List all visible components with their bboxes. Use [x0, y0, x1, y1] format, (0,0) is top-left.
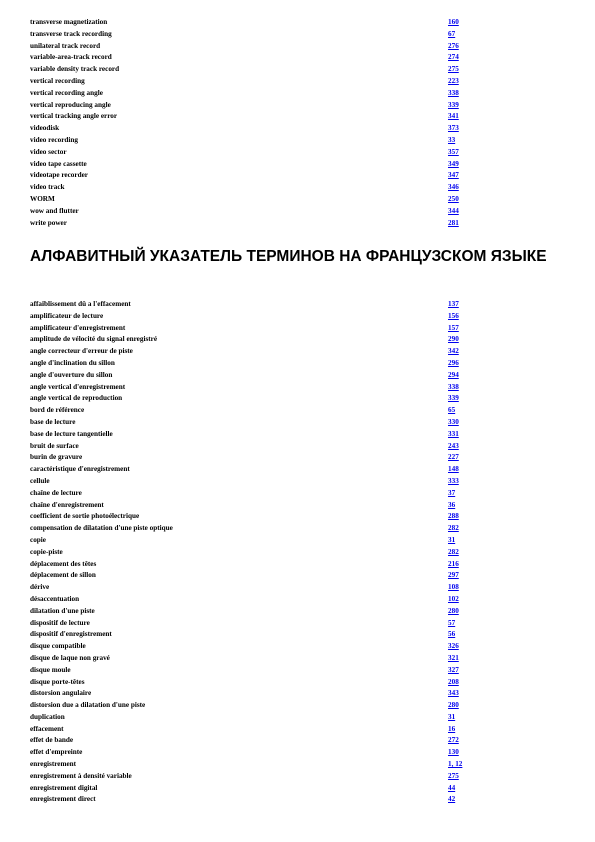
page-number-link[interactable]: 331 [448, 429, 459, 438]
index-term: disque moule [30, 665, 71, 674]
index-entry [30, 17, 570, 29]
index-entry [30, 218, 570, 230]
page-number-link[interactable]: 156 [448, 311, 459, 320]
page-number-link[interactable]: 102 [448, 594, 459, 603]
page-number-link[interactable]: 250 [448, 194, 459, 203]
page-number-link[interactable]: 157 [448, 323, 459, 332]
index-entry [30, 111, 570, 123]
index-term: vertical reproducing angle [30, 100, 111, 109]
index-entry [30, 334, 570, 346]
index-entry [30, 488, 570, 500]
page-number-link[interactable]: 338 [448, 382, 459, 391]
page-number-link[interactable]: 137 [448, 300, 459, 308]
index-entry [30, 417, 570, 429]
index-entry [30, 523, 570, 535]
index-term: distorsion angulaire [30, 689, 92, 698]
index-term: copie-piste [30, 547, 63, 556]
index-entry [30, 511, 570, 523]
page-number-link[interactable]: 208 [448, 677, 459, 686]
index-entry [30, 52, 570, 64]
page-number-link[interactable]: 288 [448, 512, 459, 521]
page-number-link[interactable]: 44 [448, 783, 456, 792]
page-number-link[interactable]: 338 [448, 88, 459, 97]
index-entry [30, 100, 570, 112]
index-entry [30, 311, 570, 323]
page-number-link[interactable]: 342 [448, 347, 459, 356]
index-term: effet de bande [30, 736, 74, 745]
page-number-link[interactable]: 282 [448, 524, 459, 533]
index-term: WORM [30, 194, 55, 203]
index-entry [30, 452, 570, 464]
index-term: vertical recording [30, 76, 85, 85]
index-entry [30, 135, 570, 147]
index-entry [30, 594, 570, 606]
index-term: copie [30, 535, 46, 544]
page-number-link[interactable]: 339 [448, 394, 459, 403]
page-number-link[interactable]: 330 [448, 417, 459, 426]
index-entry [30, 570, 570, 582]
page-number-link[interactable]: 347 [448, 171, 459, 180]
index-entry [30, 700, 570, 712]
page-number-link[interactable]: 341 [448, 112, 459, 121]
index-term: caractéristique d'enregistrement [30, 465, 130, 474]
index-entry [30, 476, 570, 488]
index-entry [30, 724, 570, 736]
page-number-link[interactable]: 227 [448, 453, 459, 462]
index-term: transverse magnetization [30, 18, 108, 26]
index-term: affaiblissement dû a l'effacement [30, 300, 131, 308]
index-entry [30, 194, 570, 206]
index-entry [30, 794, 570, 806]
index-entry [30, 182, 570, 194]
index-entry [30, 64, 570, 76]
section-heading: АЛФАВИТНЫЙ УКАЗАТЕЛЬ ТЕРМИНОВ НА ФРАНЦУЗСКОМ ЯЗЫКЕ [30, 248, 547, 265]
index-term: désaccentuation [30, 594, 80, 603]
page-number-link[interactable]: 294 [448, 370, 459, 379]
index-entry [30, 441, 570, 453]
english-term-index [30, 17, 570, 229]
page-number-link[interactable]: 16 [448, 724, 456, 733]
index-term: bord de référence [30, 406, 85, 415]
index-term: video tape cassette [30, 159, 87, 168]
page-number-link[interactable]: 276 [448, 41, 459, 50]
index-entry [30, 606, 570, 618]
index-entry [30, 783, 570, 795]
page-number-link[interactable]: 243 [448, 441, 459, 450]
index-entry [30, 547, 570, 559]
page-number-link[interactable]: 321 [448, 653, 459, 662]
index-entry [30, 735, 570, 747]
index-term: effacement [30, 724, 64, 733]
index-entry [30, 358, 570, 370]
index-entry [30, 618, 570, 630]
index-term: variable density track record [30, 65, 120, 74]
index-term: disque porte-têtes [30, 677, 85, 686]
index-entry [30, 712, 570, 724]
index-term: chaîne d'enregistrement [30, 500, 104, 509]
index-entry [30, 346, 570, 358]
page-number-link[interactable]: 290 [448, 335, 459, 344]
page-number-link[interactable]: 349 [448, 159, 459, 168]
index-term: wow and flutter [30, 206, 79, 215]
index-term: effet d'empreinte [30, 748, 83, 757]
index-term: video sector [30, 147, 67, 156]
page-number-link[interactable]: 327 [448, 665, 459, 674]
index-entry [30, 323, 570, 335]
index-term: angle vertical de reproduction [30, 394, 123, 403]
index-term: enregistrement à densité variable [30, 771, 132, 780]
index-term: amplitude de vélocité du signal enregistré [30, 335, 158, 344]
page-number-link[interactable]: 344 [448, 206, 459, 215]
index-entry [30, 665, 570, 677]
page-number-link[interactable]: 274 [448, 53, 459, 62]
index-entry [30, 464, 570, 476]
page-number-link[interactable]: 333 [448, 476, 459, 485]
index-term: enregistrement [30, 760, 77, 769]
index-entry [30, 641, 570, 653]
index-term: chaîne de lecture [30, 488, 82, 497]
page-number-link[interactable]: 31 [448, 535, 456, 544]
index-term: videodisk [30, 124, 60, 133]
page-number-link[interactable]: 216 [448, 559, 459, 568]
index-entry [30, 29, 570, 41]
index-term: angle d'ouverture du sillon [30, 370, 113, 379]
page-number-link[interactable]: 280 [448, 606, 459, 615]
index-entry [30, 382, 570, 394]
index-entry [30, 159, 570, 171]
page-number-link[interactable]: 42 [448, 795, 456, 804]
page-number-link[interactable]: 223 [448, 76, 459, 85]
index-term: amplificateur d'enregistrement [30, 323, 126, 332]
index-entry [30, 629, 570, 641]
index-entry [30, 206, 570, 218]
index-entry [30, 582, 570, 594]
page-number-link[interactable]: 343 [448, 689, 459, 698]
page-number-link[interactable]: 33 [448, 135, 456, 144]
index-term: cellule [30, 476, 50, 485]
index-entry [30, 688, 570, 700]
page-number-link[interactable]: 282 [448, 547, 459, 556]
index-term: angle correcteur d'erreur de piste [30, 347, 133, 356]
page-number-link[interactable]: 67 [448, 29, 456, 38]
page-number-link[interactable]: 31 [448, 712, 456, 721]
index-term: variable-area-track record [30, 53, 112, 62]
page-number-link[interactable]: 148 [448, 465, 459, 474]
index-entry [30, 653, 570, 665]
index-term: enregistrement digital [30, 783, 98, 792]
index-term: distorsion due a dilatation d'une piste [30, 701, 146, 710]
index-entry [30, 771, 570, 783]
index-entry [30, 429, 570, 441]
index-entry [30, 76, 570, 88]
page-number-link[interactable]: 108 [448, 583, 459, 592]
index-term: vertical tracking angle error [30, 112, 118, 121]
index-term: dispositif d'enregistrement [30, 630, 112, 639]
index-term: video track [30, 183, 65, 192]
index-term: transverse track recording [30, 29, 112, 38]
index-term: dispositif de lecture [30, 618, 90, 627]
index-term: burin de gravure [30, 453, 83, 462]
index-term: déplacement de sillon [30, 571, 96, 580]
index-entry [30, 500, 570, 512]
index-entry [30, 170, 570, 182]
index-entry [30, 759, 570, 771]
index-term: base de lecture [30, 417, 76, 426]
index-term: bruit de surface [30, 441, 79, 450]
index-entry [30, 88, 570, 100]
page-number-link[interactable]: 130 [448, 748, 459, 757]
page-number-link[interactable]: 346 [448, 183, 459, 192]
index-term: duplication [30, 712, 65, 721]
page-number-link[interactable]: 281 [448, 218, 459, 227]
index-entry [30, 405, 570, 417]
page-number-link[interactable]: 357 [448, 147, 459, 156]
index-term: video recording [30, 135, 78, 144]
index-term: coefficient de sortie photoélectrique [30, 512, 140, 521]
page-number-link[interactable]: 275 [448, 65, 459, 74]
page-number-link[interactable]: 56 [448, 630, 456, 639]
page-number-link[interactable]: 1, 12 [448, 760, 463, 769]
page-number-link[interactable]: 57 [448, 618, 456, 627]
index-entry [30, 370, 570, 382]
page-number-link[interactable]: 37 [448, 488, 456, 497]
page-number-link[interactable]: 297 [448, 571, 459, 580]
page-number-link[interactable]: 36 [448, 500, 456, 509]
index-term: write power [30, 218, 67, 227]
page-number-link[interactable]: 373 [448, 124, 459, 133]
page-number-link[interactable]: 272 [448, 736, 459, 745]
index-term: angle vertical d'enregistrement [30, 382, 126, 391]
index-term: amplificateur de lecture [30, 311, 104, 320]
index-entry [30, 393, 570, 405]
index-entry [30, 535, 570, 547]
page-number-link[interactable]: 160 [448, 18, 459, 26]
index-term: disque de laque non gravé [30, 653, 110, 662]
page-number-link[interactable]: 326 [448, 642, 459, 651]
index-term: compensation de dilatation d'une piste optique [30, 524, 173, 533]
page-number-link[interactable]: 275 [448, 771, 459, 780]
index-entry [30, 559, 570, 571]
index-term: dilatation d'une piste [30, 606, 95, 615]
french-term-index [30, 299, 570, 806]
index-entry [30, 299, 570, 311]
index-term: déplacement des têtes [30, 559, 97, 568]
page-number-link[interactable]: 296 [448, 358, 459, 367]
index-entry [30, 41, 570, 53]
index-term: vertical recording angle [30, 88, 103, 97]
page-number-link[interactable]: 280 [448, 701, 459, 710]
index-entry [30, 747, 570, 759]
page-number-link[interactable]: 65 [448, 406, 456, 415]
index-term: enregistrement direct [30, 795, 96, 804]
index-entry [30, 147, 570, 159]
index-term: base de lecture tangentielle [30, 429, 113, 438]
index-entry [30, 123, 570, 135]
index-entry [30, 677, 570, 689]
page-number-link[interactable]: 339 [448, 100, 459, 109]
index-term: unilateral track record [30, 41, 101, 50]
index-term: dérive [30, 583, 50, 592]
index-term: angle d'inclination du sillon [30, 358, 115, 367]
index-term: videotape recorder [30, 171, 88, 180]
index-term: disque compatible [30, 642, 86, 651]
